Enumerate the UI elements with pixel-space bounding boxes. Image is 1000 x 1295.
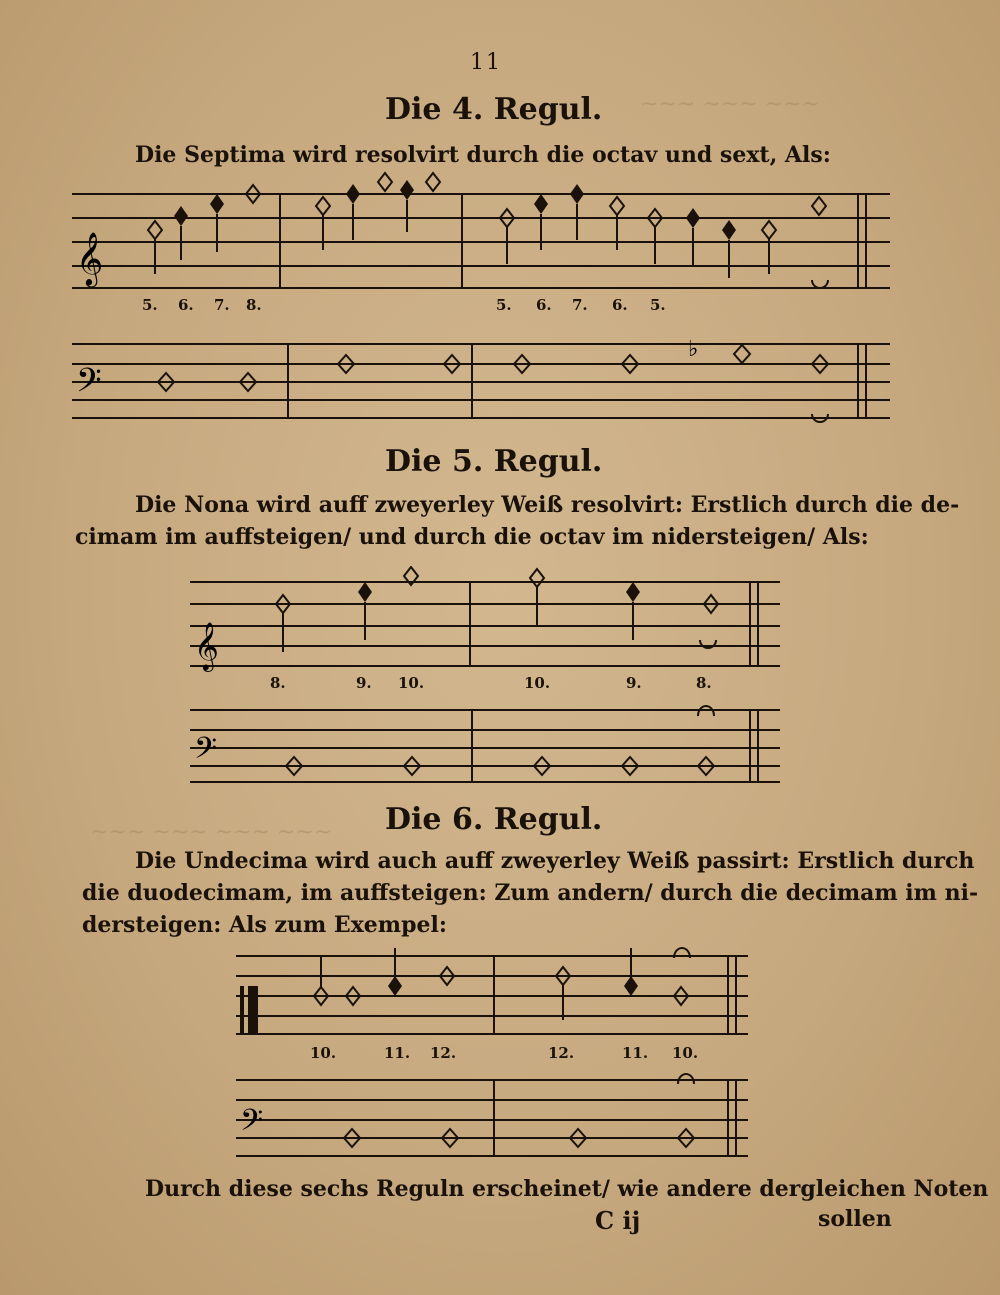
staff-lines (236, 1080, 748, 1156)
rule4-figures (0, 296, 1000, 318)
rule5-bass-notes (286, 706, 714, 775)
rule4-bass-staff (0, 320, 1000, 430)
figure-label: 11. (384, 1044, 411, 1062)
figure-label: 7. (572, 296, 588, 314)
staff-lines (72, 194, 890, 288)
rule6-line3: dersteigen: Als zum Exempel: (82, 912, 447, 938)
figure-label: 10. (524, 674, 551, 692)
rule5-bass-staff (0, 694, 1000, 804)
catchword: sollen (818, 1206, 892, 1232)
figure-label: 12. (548, 1044, 575, 1062)
bass-clef-icon: 𝄢 (194, 732, 218, 773)
figure-label: 11. (622, 1044, 649, 1062)
figure-label: 5. (142, 296, 158, 314)
rule4-text: Die Septima wird resolvirt durch die octav und sext, Als: (135, 142, 831, 168)
bass-clef-icon: 𝄢 (240, 1104, 264, 1145)
figure-label: 6. (178, 296, 194, 314)
figure-label: 5. (650, 296, 666, 314)
treble-clef-icon: 𝄞 (194, 621, 219, 670)
rule6-notes (314, 948, 690, 1020)
staff-lines (236, 956, 748, 1034)
rule6-bass-staff (0, 1064, 1000, 1174)
figure-label: 9. (356, 674, 372, 692)
bleed-through-marks: ~~~ ~~~ ~~~ ~~~ (90, 820, 333, 845)
c-clef-icon (240, 986, 258, 1034)
closing-line: Durch diese sechs Reguln erscheinet/ wie andere dergleichen Noten (145, 1176, 989, 1202)
bleed-through-marks: ~~~ ~~~ ~~~ (640, 92, 820, 117)
rule6-line1: Die Undecima wird auch auff zweyerley Weiß passirt: Erstlich durch (135, 848, 975, 874)
figure-label: 10. (310, 1044, 337, 1062)
staff-lines (190, 710, 780, 782)
figure-label: 9. (626, 674, 642, 692)
figure-label: 8. (696, 674, 712, 692)
rule5-line2: cimam im auffsteigen/ und durch die octav im nidersteigen/ Als: (75, 524, 869, 550)
rule6-treble-staff (0, 938, 1000, 1048)
rule5-heading: Die 5. Regul. (385, 444, 603, 479)
treble-clef-icon: 𝄞 (76, 231, 104, 285)
staff-lines (190, 582, 780, 666)
page-number: 11 (470, 50, 502, 75)
rule5-line1: Die Nona wird auff zweyerley Weiß resolvirt: Erstlich durch die de- (135, 492, 960, 518)
figure-label: 5. (496, 296, 512, 314)
rule5-treble-staff (0, 566, 1000, 676)
rule4-notes (148, 173, 828, 288)
figure-label: 10. (398, 674, 425, 692)
rule4-heading: Die 4. Regul. (385, 92, 603, 127)
figure-label: 10. (672, 1044, 699, 1062)
staff-lines (72, 344, 890, 418)
figure-label: 8. (270, 674, 286, 692)
rule6-figures (0, 1044, 1000, 1066)
figure-label: 8. (246, 296, 262, 314)
figure-label: 12. (430, 1044, 457, 1062)
flat-sign-icon: ♭ (688, 337, 699, 362)
figure-label: 6. (536, 296, 552, 314)
rule6-bass-notes (344, 1074, 694, 1147)
figure-label: 7. (214, 296, 230, 314)
rule6-line2: die duodecimam, im auffsteigen: Zum andern/ durch die decimam im ni- (82, 880, 979, 906)
rule5-notes (276, 567, 718, 652)
rule6-heading: Die 6. Regul. (385, 802, 603, 837)
rule4-bass-notes (158, 345, 828, 422)
bass-clef-icon: 𝄢 (76, 362, 102, 408)
signature-mark: C ij (595, 1206, 641, 1235)
rule5-figures (0, 674, 1000, 696)
figure-label: 6. (612, 296, 628, 314)
